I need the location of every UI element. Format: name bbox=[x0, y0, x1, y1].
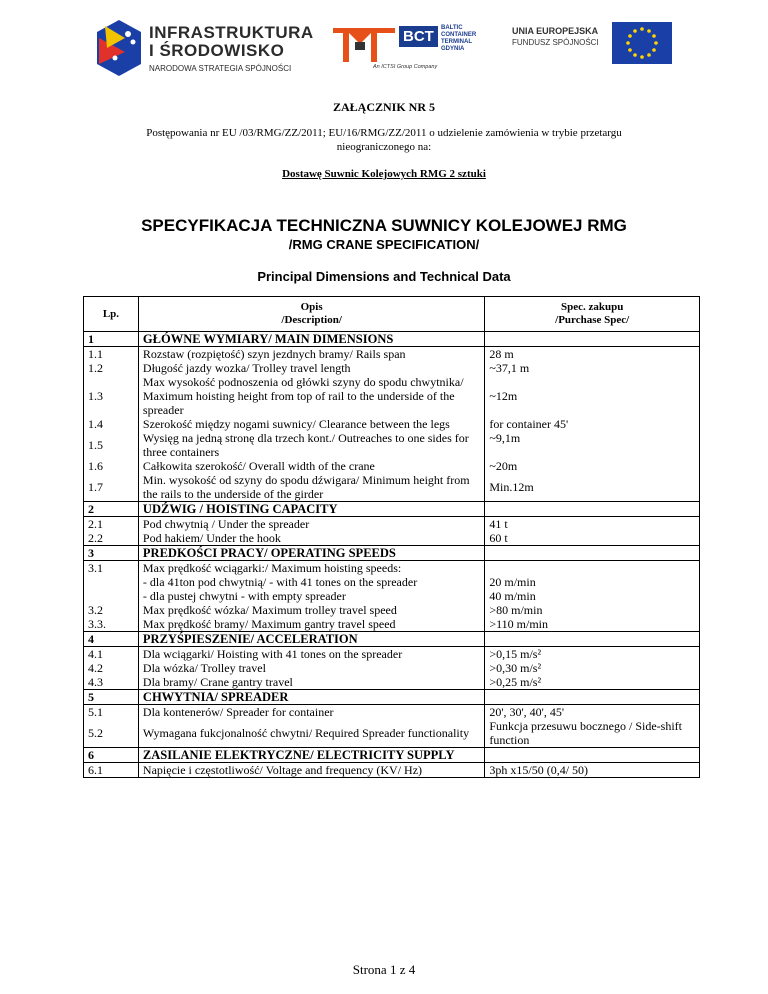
row-purchase-spec bbox=[485, 690, 700, 705]
table-row bbox=[84, 661, 700, 675]
row-number: 3.2 bbox=[84, 603, 139, 617]
row-description: Napięcie i częstotliwość/ Voltage and frequency (KV/ Hz) bbox=[138, 763, 484, 778]
row-number: 2 bbox=[84, 502, 139, 517]
row-number: 1.7 bbox=[84, 473, 139, 502]
table-row bbox=[84, 763, 700, 778]
row-description: GŁÓWNE WYMIARY/ MAIN DIMENSIONS bbox=[138, 332, 484, 347]
column-header-description: Opis /Description/ bbox=[138, 297, 484, 332]
row-number: 4.1 bbox=[84, 647, 139, 662]
annex-number: ZAŁĄCZNIK NR 5 bbox=[332, 100, 435, 114]
row-purchase-spec: ~9,1m bbox=[485, 431, 700, 459]
row-description: Max prędkość bramy/ Maximum gantry travel speed bbox=[138, 617, 484, 632]
row-number: 2.1 bbox=[84, 517, 139, 532]
row-purchase-spec: for container 45' bbox=[485, 417, 700, 431]
row-number: 3.3. bbox=[84, 617, 139, 632]
crane-icon bbox=[333, 22, 395, 62]
row-number: 6 bbox=[84, 748, 139, 763]
row-number bbox=[84, 575, 139, 589]
row-purchase-spec: 20 m/min bbox=[485, 575, 700, 589]
table-row bbox=[84, 417, 700, 431]
table-row bbox=[84, 603, 700, 617]
table-row bbox=[84, 517, 700, 532]
row-purchase-spec: >80 m/min bbox=[485, 603, 700, 617]
row-number: 2.2 bbox=[84, 531, 139, 546]
document-subtitle: /RMG CRANE SPECIFICATION/ bbox=[288, 237, 480, 252]
eu-logo bbox=[512, 22, 672, 72]
table-row bbox=[84, 375, 700, 417]
bct-tagline: An ICTSI Group Company bbox=[373, 64, 438, 70]
infrastruktura-emblem-icon bbox=[95, 18, 143, 78]
row-number: 1.4 bbox=[84, 417, 139, 431]
table-row bbox=[84, 647, 700, 662]
column-header-purchase-spec: Spec. zakupu /Purchase Spec/ bbox=[485, 297, 700, 332]
row-purchase-spec: Funkcja przesuwu bocznego / Side-shift function bbox=[485, 719, 700, 748]
table-row bbox=[84, 561, 700, 576]
row-purchase-spec: >0,30 m/s² bbox=[485, 661, 700, 675]
row-purchase-spec bbox=[485, 332, 700, 347]
page-number: Strona 1 z 4 bbox=[352, 962, 416, 977]
table-header-row bbox=[84, 297, 700, 332]
table-section-row bbox=[84, 502, 700, 517]
table-section-row bbox=[84, 332, 700, 347]
row-description: PRZYŚPIESZENIE/ ACCELERATION bbox=[138, 632, 484, 647]
row-purchase-spec: >0,15 m/s² bbox=[485, 647, 700, 662]
bct-logo bbox=[333, 22, 483, 72]
row-purchase-spec bbox=[485, 748, 700, 763]
bct-wordmark: BCT bbox=[399, 26, 438, 47]
row-description: PREDKOŚCI PRACY/ OPERATING SPEEDS bbox=[138, 546, 484, 561]
row-number: 5.1 bbox=[84, 705, 139, 720]
row-description: Max prędkość wózka/ Maximum trolley travel speed bbox=[138, 603, 484, 617]
row-purchase-spec bbox=[485, 502, 700, 517]
table-section-row bbox=[84, 748, 700, 763]
row-description: Dla wózka/ Trolley travel bbox=[138, 661, 484, 675]
table-row bbox=[84, 473, 700, 502]
infrastruktura-logo bbox=[95, 18, 325, 80]
table-row bbox=[84, 675, 700, 690]
row-purchase-spec bbox=[485, 561, 700, 576]
table-section-row bbox=[84, 546, 700, 561]
eu-flag-icon bbox=[612, 22, 672, 64]
infrastruktura-line2: I ŚRODOWISKO bbox=[149, 41, 285, 60]
document-title: SPECYFIKACJA TECHNICZNA SUWNICY KOLEJOWEJ RMG bbox=[141, 216, 627, 235]
row-description: - dla 41ton pod chwytnią/ - with 41 tones on the spreader bbox=[138, 575, 484, 589]
row-number: 1.1 bbox=[84, 347, 139, 362]
row-description: Długość jazdy wozka/ Trolley travel length bbox=[138, 361, 484, 375]
row-number: 5.2 bbox=[84, 719, 139, 748]
specification-table bbox=[83, 296, 700, 778]
row-description: Rozstaw (rozpiętość) szyn jezdnych bramy/ Rails span bbox=[138, 347, 484, 362]
table-row bbox=[84, 589, 700, 603]
row-purchase-spec: ~12m bbox=[485, 375, 700, 417]
row-purchase-spec bbox=[485, 546, 700, 561]
row-description: Wymagana fukcjonalność chwytni/ Required Spreader functionality bbox=[138, 719, 484, 748]
row-number: 1 bbox=[84, 332, 139, 347]
row-number: 4.2 bbox=[84, 661, 139, 675]
infrastruktura-line3: NARODOWA STRATEGIA SPÓJNOŚCI bbox=[149, 64, 292, 73]
table-row bbox=[84, 347, 700, 362]
row-description: Pod chwytnią / Under the spreader bbox=[138, 517, 484, 532]
row-description: Max wysokość podnoszenia od główki szyny do spodu chwytnika/ Maximum hoisting height from top of rail to the underside of the spreader bbox=[138, 375, 484, 417]
row-purchase-spec: >0,25 m/s² bbox=[485, 675, 700, 690]
eu-line1: UNIA EUROPEJSKA bbox=[512, 26, 599, 36]
section-title: Principal Dimensions and Technical Data bbox=[257, 269, 511, 284]
row-number bbox=[84, 589, 139, 603]
row-description: Całkowita szerokość/ Overall width of the crane bbox=[138, 459, 484, 473]
row-description: Szerokość między nogami suwnicy/ Clearance between the legs bbox=[138, 417, 484, 431]
row-description: UDŹWIG / HOISTING CAPACITY bbox=[138, 502, 484, 517]
row-purchase-spec bbox=[485, 632, 700, 647]
row-description: Wysięg na jedną stronę dla trzech kont./ Outreaches to one sides for three containers bbox=[138, 431, 484, 459]
row-purchase-spec: Min.12m bbox=[485, 473, 700, 502]
procedure-text: Postępowania nr EU /03/RMG/ZZ/2011; EU/16/RMG/ZZ/2011 o udzielenie zamówienia w trybie przetargu nieograniczonego na: bbox=[146, 127, 622, 153]
row-number: 1.2 bbox=[84, 361, 139, 375]
table-row bbox=[84, 531, 700, 546]
row-description: - dla pustej chwytni - with empty spreader bbox=[138, 589, 484, 603]
row-purchase-spec: ~20m bbox=[485, 459, 700, 473]
row-number: 1.6 bbox=[84, 459, 139, 473]
row-number: 3.1 bbox=[84, 561, 139, 576]
row-description: Pod hakiem/ Under the hook bbox=[138, 531, 484, 546]
row-number: 4 bbox=[84, 632, 139, 647]
row-purchase-spec: 40 m/min bbox=[485, 589, 700, 603]
row-number: 1.5 bbox=[84, 431, 139, 459]
row-purchase-spec: 60 t bbox=[485, 531, 700, 546]
table-row bbox=[84, 705, 700, 720]
row-description: Min. wysokość od szyny do spodu dźwigara/ Minimum height from the rails to the underside of the girder bbox=[138, 473, 484, 502]
table-row bbox=[84, 459, 700, 473]
row-number: 3 bbox=[84, 546, 139, 561]
table-row bbox=[84, 617, 700, 632]
row-purchase-spec: 3ph x15/50 (0,4/ 50) bbox=[485, 763, 700, 778]
row-description: Max prędkość wciągarki:/ Maximum hoisting speeds: bbox=[138, 561, 484, 576]
header-logos bbox=[0, 0, 768, 90]
row-number: 6.1 bbox=[84, 763, 139, 778]
eu-line2: FUNDUSZ SPÓJNOŚCI bbox=[512, 38, 599, 47]
row-number: 5 bbox=[84, 690, 139, 705]
infrastruktura-line1: INFRASTRUKTURA bbox=[149, 23, 314, 42]
row-description: ZASILANIE ELEKTRYCZNE/ ELECTRICITY SUPPLY bbox=[138, 748, 484, 763]
row-number: 1.3 bbox=[84, 375, 139, 417]
table-row bbox=[84, 431, 700, 459]
table-section-row bbox=[84, 690, 700, 705]
table-body bbox=[84, 332, 700, 778]
bct-side-text: BALTIC CONTAINER TERMINAL GDYNIA bbox=[441, 25, 477, 52]
subject-text: Dostawę Suwnic Kolejowych RMG 2 sztuki bbox=[282, 168, 486, 180]
table-section-row bbox=[84, 632, 700, 647]
row-purchase-spec: >110 m/min bbox=[485, 617, 700, 632]
row-purchase-spec: 20', 30', 40', 45' bbox=[485, 705, 700, 720]
column-header-lp: Lp. bbox=[84, 297, 139, 332]
table-row bbox=[84, 575, 700, 589]
row-description: Dla kontenerów/ Spreader for container bbox=[138, 705, 484, 720]
table-row bbox=[84, 719, 700, 748]
row-purchase-spec: 41 t bbox=[485, 517, 700, 532]
row-purchase-spec: ~37,1 m bbox=[485, 361, 700, 375]
row-description: Dla bramy/ Crane gantry travel bbox=[138, 675, 484, 690]
row-purchase-spec: 28 m bbox=[485, 347, 700, 362]
row-description: CHWYTNIA/ SPREADER bbox=[138, 690, 484, 705]
row-description: Dla wciągarki/ Hoisting with 41 tones on the spreader bbox=[138, 647, 484, 662]
table-row bbox=[84, 361, 700, 375]
row-number: 4.3 bbox=[84, 675, 139, 690]
